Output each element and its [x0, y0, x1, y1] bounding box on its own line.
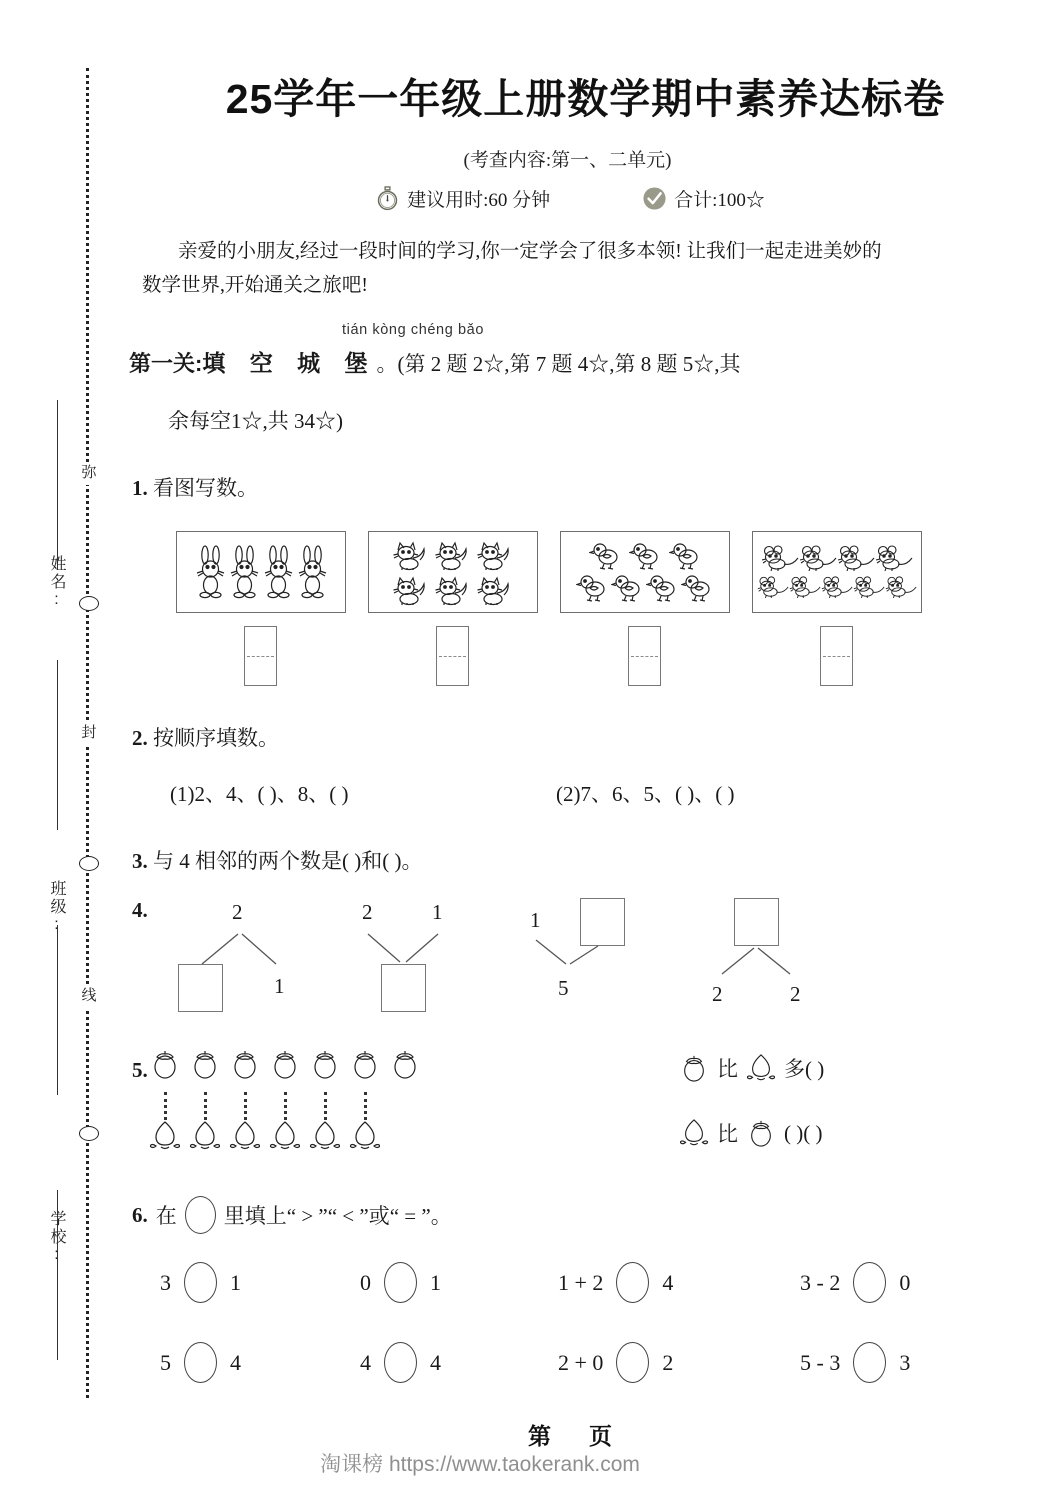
persimmon-icon: [150, 1048, 180, 1080]
bond-1-right: 1: [274, 974, 285, 998]
question-2-number: 2.: [132, 726, 148, 750]
circle-blank-icon: [185, 1196, 216, 1234]
seal-field-class: 班级:: [48, 880, 65, 935]
cat-row-2: [393, 574, 513, 606]
bond-1-box[interactable]: [178, 964, 223, 1012]
mouse-icon: [761, 544, 799, 572]
q6-cell-0-0-left: 3: [160, 1269, 171, 1295]
q6-cell-1-0[interactable]: [160, 1342, 241, 1383]
question-6-prompt-a: 在: [155, 1204, 177, 1228]
question-5-heading: [132, 1058, 148, 1083]
persimmon-icon-inline: [680, 1053, 708, 1083]
bond-4-lines: [698, 898, 878, 1016]
suggested-time: [375, 185, 550, 212]
number-bond-2: [358, 898, 538, 1016]
seal-circle-0: [79, 596, 99, 611]
seal-word-0: 弥: [78, 462, 100, 485]
watermark: 淘课榜 https://www.taokerank.com: [320, 1453, 640, 1476]
picture-box-mice: [752, 531, 922, 613]
q6-row-2: [120, 1342, 1020, 1404]
question-6-number: 6.: [132, 1202, 148, 1227]
q6-oval-1-2[interactable]: [616, 1342, 649, 1383]
seal-field-school: 学校:: [48, 1210, 65, 1265]
section-label: 第一关:: [129, 351, 203, 376]
q6-cell-1-3[interactable]: [800, 1342, 910, 1383]
seal-rule-3: [57, 925, 58, 1095]
stopwatch-icon: [375, 186, 400, 211]
question-5-number: 5.: [132, 1058, 148, 1082]
question-6-prompt-b: 里填上“ > ”“ < ”或“ = ”。: [223, 1204, 452, 1228]
question-1-answer-row: [120, 626, 1020, 690]
q6-cell-0-2-left: 1 + 2: [558, 1269, 604, 1295]
match-dots-2: [204, 1092, 210, 1120]
question-2-prompt: 按顺序填数。: [153, 726, 279, 750]
match-dots-5: [324, 1092, 330, 1120]
q6-oval-0-1[interactable]: [384, 1262, 417, 1303]
question-3-heading: [132, 845, 422, 875]
intro-line-1: 亲爱的小朋友,经过一段时间的学习,你一定学会了很多本领! 让我们一起走进美妙的: [178, 241, 882, 262]
match-dots-6: [364, 1092, 370, 1120]
section-pinyin: tián kòng chéng bǎo: [342, 322, 485, 338]
question-2-item-1[interactable]: (1)2、4、( )、8、( ): [170, 782, 349, 806]
suggested-time-label: 建议用时:60 分钟: [407, 190, 551, 211]
bond-4-right: 2: [790, 982, 801, 1006]
bond-3-lines: [528, 898, 708, 1016]
q6-cell-1-0-right: 4: [230, 1349, 241, 1375]
bond-1-top: 2: [232, 900, 243, 924]
rabbit-icon: [195, 544, 226, 600]
exam-meta-row: [120, 185, 1020, 212]
q6-cell-0-2[interactable]: [558, 1262, 673, 1303]
question-5-fruit-diagram: [150, 1048, 590, 1158]
q6-oval-0-0[interactable]: [184, 1262, 217, 1303]
peach-icon-inline: [747, 1053, 775, 1083]
q6-oval-0-3[interactable]: [853, 1262, 886, 1303]
q6-cell-1-2-right: 2: [662, 1349, 674, 1375]
mouse-row-2: [757, 573, 917, 601]
chick-row-1: [589, 541, 702, 571]
cat-icon: [393, 539, 429, 571]
rabbit-row: [195, 544, 328, 600]
picture-box-cats: [368, 531, 538, 613]
page-footer: [120, 1418, 1020, 1451]
q6-cell-1-2-left: 2 + 0: [558, 1349, 604, 1375]
bond-2-top-right: 1: [432, 900, 443, 924]
q5-line1-mid: 比: [717, 1057, 738, 1081]
bond-3-bottom: 5: [558, 976, 569, 1000]
q6-cell-1-1-left: 4: [360, 1349, 371, 1375]
q6-cell-1-0-left: 5: [160, 1349, 171, 1375]
seal-field-name: 姓名:: [48, 555, 65, 610]
number-bond-4: [698, 898, 878, 1016]
picture-box-chicks: [560, 531, 730, 613]
bond-2-top-left: 2: [362, 900, 373, 924]
question-2-heading: [132, 722, 279, 752]
seal-rule-2: [57, 660, 58, 830]
q6-cell-1-2[interactable]: [558, 1342, 673, 1383]
q5-line1-end: 多( ): [784, 1057, 825, 1081]
total-score-label: 合计:100☆: [674, 190, 765, 211]
q6-cell-1-3-right: 3: [899, 1349, 911, 1375]
bond-4-left: 2: [712, 982, 723, 1006]
question-6-heading: [132, 1196, 452, 1234]
q6-cell-1-3-left: 5 - 3: [800, 1349, 841, 1375]
seal-word-1: 封: [78, 722, 100, 745]
chick-row-2: [576, 573, 714, 603]
q6-cell-0-3-right: 0: [899, 1269, 911, 1295]
question-6-rows: [120, 1262, 1020, 1404]
q6-cell-0-1[interactable]: [360, 1262, 441, 1303]
peach-icon-inline-2: [680, 1118, 708, 1148]
q6-oval-1-1[interactable]: [384, 1342, 417, 1383]
seal-word-2: 线: [78, 985, 100, 1008]
question-1-prompt: 看图写数。: [153, 476, 258, 500]
total-score: [642, 185, 765, 212]
question-4-number: 4.: [132, 898, 148, 922]
answer-box-rabbits[interactable]: [244, 626, 277, 686]
answer-box-chicks[interactable]: [628, 626, 661, 686]
q6-cell-0-3[interactable]: [800, 1262, 910, 1303]
page-title: 25学年一年级上册数学期中素养达标卷: [225, 76, 946, 122]
q6-cell-0-1-left: 0: [360, 1269, 371, 1295]
q6-oval-1-0[interactable]: [184, 1342, 217, 1383]
q6-oval-0-2[interactable]: [616, 1262, 649, 1303]
question-5-compare-line-1[interactable]: [680, 1053, 824, 1083]
question-4-bonds: [120, 898, 1020, 1016]
q6-cell-0-0[interactable]: [160, 1262, 241, 1303]
number-bond-3: [528, 898, 708, 1016]
chick-icon: [589, 541, 622, 571]
cat-row-1: [393, 539, 513, 571]
q6-cell-0-0-right: 1: [230, 1269, 241, 1295]
q6-row-1: [120, 1262, 1020, 1324]
number-bond-1: [168, 898, 348, 1016]
section-scoring-1: 。(第 2 题 2☆,第 7 题 4☆,第 8 题 5☆,其: [376, 352, 741, 376]
section-name: 填 空 城 堡: [202, 350, 377, 376]
intro-paragraph: [142, 235, 1022, 303]
footer-page-prefix: 第: [528, 1423, 551, 1449]
question-3-number: 3.: [132, 849, 148, 873]
peach-icon: [150, 1120, 180, 1152]
q5-line2-mid: 比: [717, 1122, 738, 1146]
question-3-prompt[interactable]: 与 4 相邻的两个数是( )和( )。: [153, 849, 423, 873]
bond-3-top-left: 1: [530, 908, 541, 932]
mouse-row-1: [761, 544, 913, 572]
seal-circle-1: [79, 856, 99, 871]
persimmon-row: [150, 1048, 420, 1080]
section-heading: [129, 345, 1029, 378]
page-subtitle: (考查内容:第一、二单元): [463, 150, 672, 171]
seal-rule-1: [57, 400, 58, 570]
check-circle-icon: [642, 186, 667, 211]
q5-line2-end: ( )( ): [784, 1120, 823, 1145]
answer-box-cats[interactable]: [436, 626, 469, 686]
persimmon-icon-inline-2: [747, 1118, 775, 1148]
answer-box-mice[interactable]: [820, 626, 853, 686]
q6-cell-1-1[interactable]: [360, 1342, 441, 1383]
q6-cell-0-2-right: 4: [662, 1269, 674, 1295]
picture-box-rabbits: [176, 531, 346, 613]
q6-cell-0-1-right: 1: [430, 1269, 441, 1295]
q6-cell-1-1-right: 4: [430, 1349, 441, 1375]
question-2-item-2[interactable]: (2)7、6、5、( )、( ): [556, 782, 735, 806]
worksheet-body: [120, 0, 1053, 1498]
q6-oval-1-3[interactable]: [853, 1342, 886, 1383]
peach-row: [150, 1120, 380, 1152]
q6-cell-0-3-left: 3 - 2: [800, 1269, 841, 1295]
match-dots-3: [244, 1092, 250, 1120]
bond-2-box[interactable]: [381, 964, 426, 1012]
intro-line-2: 数学世界,开始通关之旅吧!: [142, 275, 368, 296]
question-1-number: 1.: [132, 476, 148, 500]
seal-circle-2: [79, 1126, 99, 1141]
match-dots-1: [164, 1092, 170, 1120]
question-1-picture-row: [120, 531, 1020, 615]
section-scoring-2: 余每空1☆,共 34☆): [168, 409, 343, 433]
footer-page-suffix: 页: [589, 1423, 612, 1449]
question-1-heading: [132, 472, 258, 502]
seal-margin: [0, 0, 120, 1498]
match-dots-4: [284, 1092, 290, 1120]
question-5-compare-line-2[interactable]: [680, 1118, 822, 1148]
